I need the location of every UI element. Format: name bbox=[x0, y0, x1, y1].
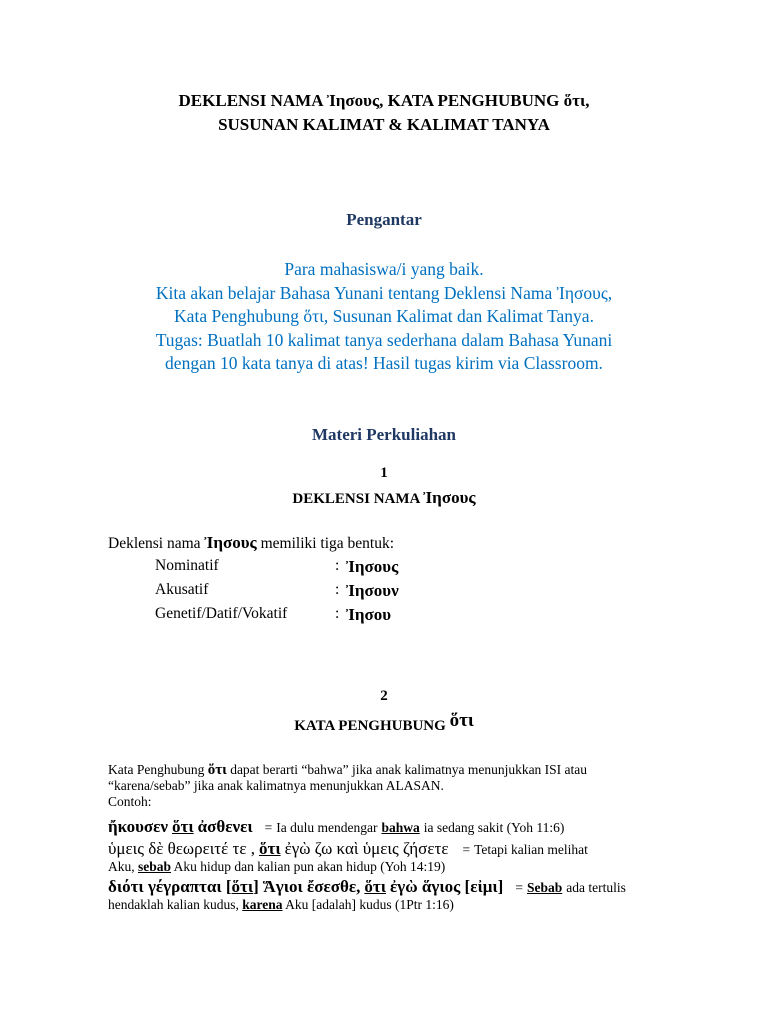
form-separator: : bbox=[335, 605, 340, 622]
intro-paragraph bbox=[0, 258, 768, 376]
desc-line-2: “karena/sebab” jika anak kalimatnya menunjukkan ALASAN. bbox=[108, 778, 444, 793]
section-2-title-text: KATA PENGHUBUNG bbox=[294, 718, 446, 734]
example-3-greek-c: ἐγὼ ἅγιος [εἰμι] bbox=[390, 877, 504, 896]
form-label: Genetif/Datif/Vokatif bbox=[155, 605, 288, 622]
example-3-trans-a: ada tertulis bbox=[566, 880, 626, 895]
example-3-line-2 bbox=[108, 897, 708, 913]
form-value: Ἰησουν bbox=[346, 581, 399, 600]
example-3-trans-sebab: Sebab bbox=[526, 880, 563, 895]
example-3-trans-karena: karena bbox=[242, 897, 283, 912]
materi-heading: Materi Perkuliahan bbox=[311, 425, 456, 444]
example-2-trans-c: Aku hidup dan kalian pun akan hidup (Yoh 14:19) bbox=[173, 859, 446, 874]
example-1-greek-a: ἤκουσεν bbox=[108, 817, 169, 836]
desc-line-1 bbox=[108, 762, 688, 778]
example-2-line-1 bbox=[108, 839, 708, 859]
form-row-genetif bbox=[155, 605, 655, 623]
example-1-equals: = bbox=[264, 820, 273, 835]
form-separator: : bbox=[335, 581, 340, 598]
section-2-title-greek: ὅτι bbox=[449, 710, 474, 731]
document-title bbox=[0, 89, 768, 137]
desc-post: dapat berarti “bahwa” jika anak kalimatnya menunjukkan ISI atau bbox=[230, 762, 588, 777]
example-1-greek-b: ἀσθενει bbox=[197, 817, 253, 836]
section-2-title bbox=[0, 710, 768, 736]
desc-pre: Kata Penghubung bbox=[108, 762, 205, 777]
example-1-trans-b: ia sedang sakit (Yoh 11:6) bbox=[423, 820, 565, 835]
example-3-greek-b: ] Ἅγιοι ἔσεσθε, bbox=[253, 877, 361, 896]
intro-line-2: Kita akan belajar Bahasa Yunani tentang Deklensi Nama Ἰησους, bbox=[155, 282, 613, 303]
example-2-trans-sebab: sebab bbox=[138, 859, 172, 874]
example-3-greek-hoti-2: ὅτι bbox=[364, 877, 387, 896]
intro-line-4: Tugas: Buatlah 10 kalimat tanya sederhana dalam Bahasa Yunani bbox=[155, 329, 613, 350]
example-3-greek-a: διότι γέγραπται [ bbox=[108, 877, 232, 896]
contoh-label: Contoh: bbox=[108, 794, 152, 809]
form-value: Ἰησου bbox=[346, 605, 392, 624]
desc-greek: ὅτι bbox=[207, 762, 227, 778]
section-1-title-text: DEKLENSI NAMA bbox=[292, 491, 420, 507]
form-separator: : bbox=[335, 557, 340, 574]
example-2-greek-hoti: ὅτι bbox=[258, 839, 281, 858]
example-1-trans-bahwa: bahwa bbox=[381, 820, 420, 835]
example-2-line-2 bbox=[108, 859, 708, 875]
example-1-greek-hoti: ὅτι bbox=[172, 817, 194, 836]
section-1-intro bbox=[108, 533, 394, 553]
title-line-2: SUSUNAN KALIMAT & KALIMAT TANYA bbox=[218, 115, 550, 134]
section-2-number: 2 bbox=[380, 688, 388, 704]
form-label: Akusatif bbox=[155, 581, 209, 598]
section-1-intro-pre: Deklensi nama bbox=[108, 535, 201, 552]
section-2-description bbox=[108, 762, 688, 810]
example-3-equals: = bbox=[515, 880, 523, 895]
example-3-greek-hoti-1: ὅτι bbox=[231, 877, 254, 896]
form-row-akusatif bbox=[155, 581, 655, 599]
example-2-greek-a: ὑμεις δὲ θεωρειτέ τε , bbox=[108, 839, 255, 858]
section-1-number: 1 bbox=[380, 465, 388, 481]
example-2 bbox=[108, 839, 708, 875]
intro-line-1: Para mahasiswa/i yang baik. bbox=[284, 259, 484, 279]
example-1 bbox=[108, 817, 708, 837]
section-1-title-greek: Ἰησους bbox=[423, 488, 476, 507]
example-1-trans-a: Ia dulu mendengar bbox=[276, 820, 378, 835]
intro-line-3: Kata Penghubung ὅτι, Susunan Kalimat dan Kalimat Tanya. bbox=[174, 306, 594, 326]
form-row-nominatif bbox=[155, 557, 655, 575]
example-3 bbox=[108, 877, 708, 913]
section-1-intro-greek: Ἰησους bbox=[204, 533, 257, 552]
intro-line-5: dengan 10 kata tanya di atas! Hasil tugas kirim via Classroom. bbox=[165, 353, 603, 373]
section-1-intro-post: memiliki tiga bentuk: bbox=[260, 535, 395, 552]
example-3-trans-b: hendaklah kalian kudus, bbox=[108, 897, 239, 912]
form-value: Ἰησους bbox=[346, 557, 399, 576]
intro-heading: Pengantar bbox=[346, 210, 422, 229]
example-2-trans-b: Aku, bbox=[108, 859, 135, 874]
example-3-trans-c: Aku [adalah] kudus (1Ptr 1:16) bbox=[285, 897, 454, 912]
title-line-1: DEKLENSI NAMA Ἰησους, KATA PENGHUBUNG ὅτι, bbox=[178, 91, 590, 110]
section-1-title bbox=[0, 488, 768, 508]
example-2-greek-b: ἐγὼ ζω καὶ ὑμεις ζήσετε bbox=[284, 839, 449, 858]
form-label: Nominatif bbox=[155, 557, 219, 574]
example-2-equals: = bbox=[462, 842, 471, 857]
example-3-line-1 bbox=[108, 877, 708, 897]
example-2-trans-a: Tetapi kalian melihat bbox=[474, 842, 588, 857]
